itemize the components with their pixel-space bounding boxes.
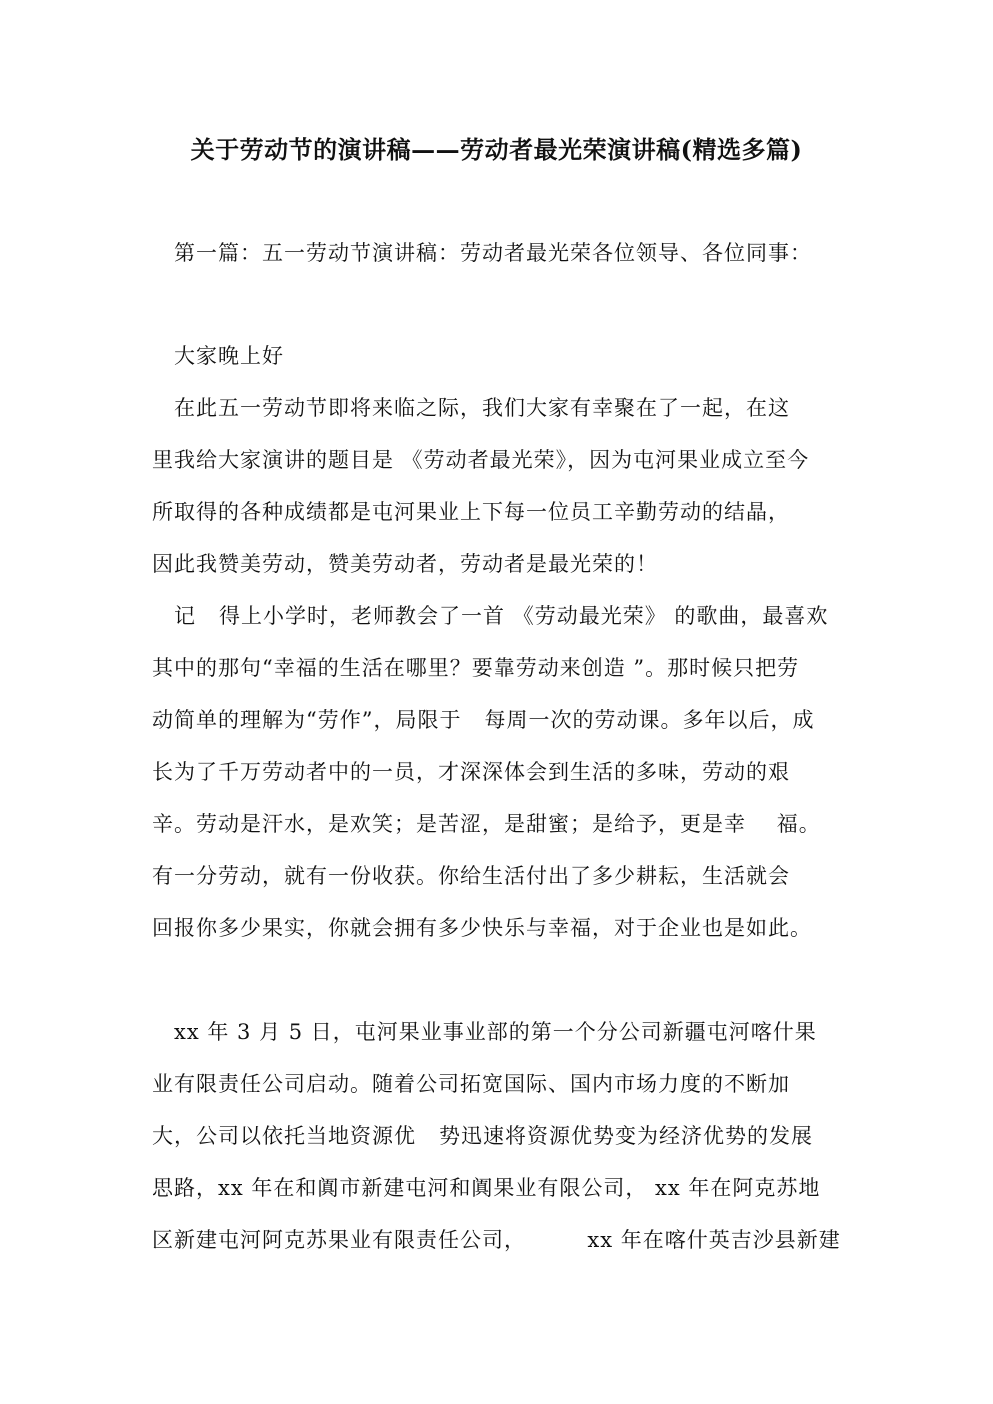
paragraph-line-3: 在此五一劳动节即将来临之际，我们大家有幸聚在了一起，在这 [174,396,790,420]
paragraph-line-2: 大家晚上好 [174,344,284,368]
paragraph-line-8: 其中的那句“幸福的生活在哪里？要靠劳动来创造 ”。那时候只把劳 [152,656,800,680]
paragraph-line-5: 所取得的各种成绩都是屯河果业上下每一位员工辛勤劳动的结晶， [152,500,790,524]
paragraph-line-7: 记 得上小学时，老师教会了一首 《劳动最光荣》 的歌曲，最喜欢 [174,604,829,628]
document-title: 关于劳动节的演讲稿——劳动者最光荣演讲稿(精选多篇) [190,135,803,164]
paragraph-line-14: xx 年 3 月 5 日，屯河果业事业部的第一个分公司新疆屯河喀什果 [174,1020,817,1044]
paragraph-line-13: 回报你多少果实，你就会拥有多少快乐与幸福，对于企业也是如此。 [152,916,812,940]
paragraph-line-16: 大，公司以依托当地资源优 势迅速将资源优势变为经济优势的发展 [152,1124,814,1148]
paragraph-line-10: 长为了千万劳动者中的一员，才深深体会到生活的多味，劳动的艰 [152,760,790,784]
paragraph-line-9: 动简单的理解为“劳作”，局限于 每周一次的劳动课。多年以后，成 [152,708,815,732]
paragraph-line-12: 有一分劳动，就有一份收获。你给生活付出了多少耕耘，生活就会 [152,864,790,888]
paragraph-line-18: 区新建屯河阿克苏果业有限责任公司， xx 年在喀什英吉沙县新建 [152,1228,841,1252]
paragraph-line-11: 辛。劳动是汗水，是欢笑；是苦涩，是甜蜜；是给予，更是幸 福。 [152,812,821,836]
paragraph-line-15: 业有限责任公司启动。随着公司拓宽国际、国内市场力度的不断加 [152,1072,790,1096]
paragraph-line-1: 第一篇：五一劳动节演讲稿：劳动者最光荣各位领导、各位同事： [174,241,812,265]
paragraph-line-4: 里我给大家演讲的题目是 《劳动者最光荣》，因为屯河果业成立至今 [152,448,810,472]
paragraph-line-17: 思路，xx 年在和阗市新建屯河和阗果业有限公司， xx 年在阿克苏地 [152,1176,821,1200]
paragraph-line-6: 因此我赞美劳动，赞美劳动者，劳动者是最光荣的！ [152,552,658,576]
